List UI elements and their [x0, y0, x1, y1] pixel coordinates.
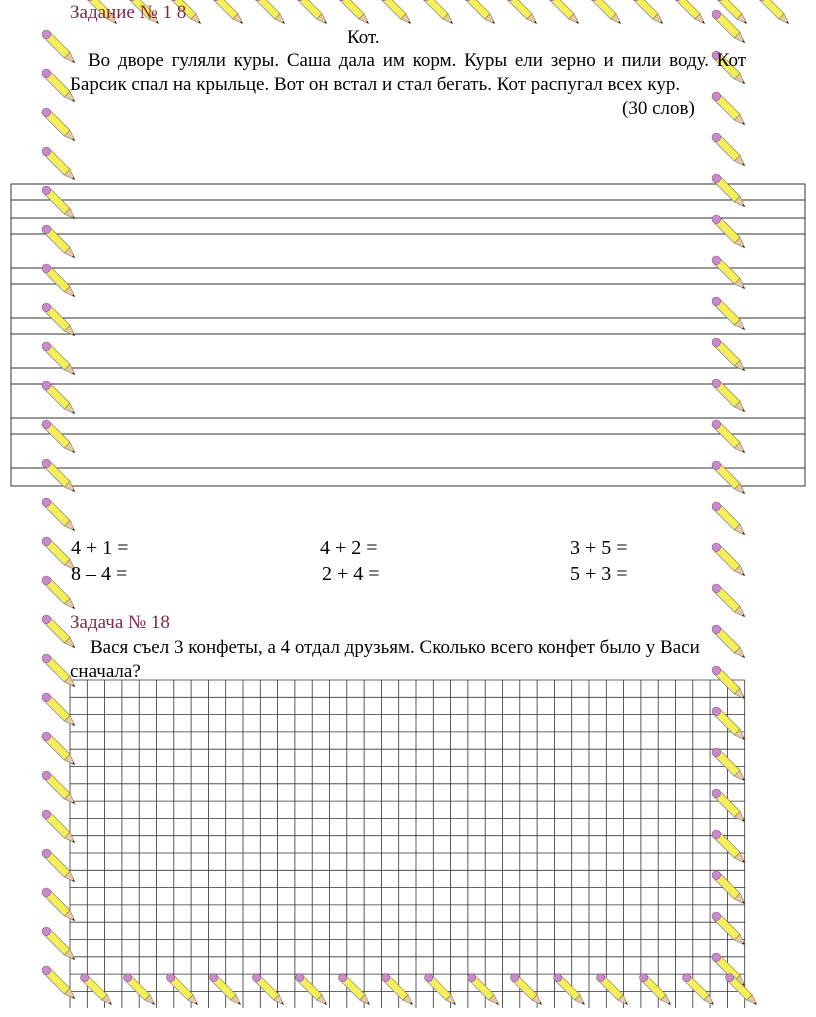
pencil-icon [42, 186, 75, 219]
pencil-icon [338, 0, 369, 24]
pencil-icon [425, 974, 456, 1005]
pencil-icon [511, 974, 542, 1005]
word-count: (30 слов) [622, 98, 695, 119]
pencil-icon [712, 789, 745, 822]
pencil-icon [597, 974, 628, 1005]
pencil-icon [712, 830, 745, 863]
pencil-icon [632, 0, 663, 24]
pencil-icon [758, 0, 789, 24]
pencil-icon [712, 297, 745, 330]
pencil-icon [42, 927, 75, 960]
pencil-icon [590, 0, 621, 24]
pencil-icon [42, 264, 75, 297]
pencil-icon [712, 748, 745, 781]
pencil-icon [712, 133, 745, 166]
story-text [70, 49, 746, 97]
pencil-icon [254, 0, 285, 24]
pencil-icon [712, 420, 745, 453]
pencil-icon [42, 498, 75, 531]
pencil-icon [712, 871, 745, 904]
pencil-icon [339, 974, 370, 1005]
pencil-icon [640, 974, 671, 1005]
pencil-icon [468, 974, 499, 1005]
example: 2 + 4 = [322, 563, 380, 585]
pencil-icon [712, 215, 745, 248]
pencil-icon [42, 420, 75, 453]
pencil-icon [42, 459, 75, 492]
pencil-icon [506, 0, 537, 24]
example: 8 – 4 = [71, 563, 128, 585]
pencil-icon [42, 576, 75, 609]
pencil-icon [712, 707, 745, 740]
pencil-icon [554, 974, 585, 1005]
pencil-icon [548, 0, 579, 24]
pencil-icon [296, 974, 327, 1005]
pencil-icon [42, 771, 75, 804]
pencil-icon [124, 974, 155, 1005]
story-title: Кот. [347, 27, 380, 48]
pencil-icon [42, 147, 75, 180]
pencil-icon [42, 303, 75, 336]
pencil-icon [422, 0, 453, 24]
pencil-icon [712, 256, 745, 289]
pencil-icon [674, 0, 705, 24]
pencil-icon [382, 974, 413, 1005]
example: 4 + 1 = [71, 537, 129, 559]
pencil-icon [464, 0, 495, 24]
pencil-icon [42, 225, 75, 258]
pencil-icon [712, 174, 745, 207]
pencil-icon [42, 693, 75, 726]
pencil-icon [380, 0, 411, 24]
pencil-icon [42, 810, 75, 843]
pencil-icon [42, 537, 75, 570]
pencil-icon [42, 381, 75, 414]
pencil-icon [253, 974, 284, 1005]
pencil-icon [42, 108, 75, 141]
example: 5 + 3 = [570, 563, 628, 585]
pencil-icon [42, 342, 75, 375]
problem-text: Вася съел 3 конфеты, а 4 отдал друзьям. Сколько всего конфет было у Васи сначала? [70, 637, 700, 682]
pencil-icon [42, 849, 75, 882]
pencil-icon [712, 502, 745, 535]
pencil-icon [81, 974, 112, 1005]
pencil-icon [42, 888, 75, 921]
pencil-icon [712, 584, 745, 617]
pencil-icon [212, 0, 243, 24]
task-title: Задание № 1 8 [70, 2, 187, 23]
pencil-icon [683, 974, 714, 1005]
pencil-icon [712, 338, 745, 371]
pencil-icon [167, 974, 198, 1005]
pencil-icon [712, 912, 745, 945]
story-body: Во дворе гуляли куры. Саша дала им корм. Куры ели зерно и пили воду. Кот Барсик спал на крыльце. Вот он встал и стал бегать. Кот распугал всех кур. [70, 50, 746, 95]
pencil-icon [712, 543, 745, 576]
example: 4 + 2 = [320, 537, 378, 559]
pencil-icon [712, 461, 745, 494]
problem-title: Задача № 18 [70, 612, 170, 633]
pencil-icon [42, 732, 75, 765]
pencil-icon [296, 0, 327, 24]
pencil-icon [210, 974, 241, 1005]
pencil-icon [712, 379, 745, 412]
pencil-icon [42, 966, 75, 999]
example: 3 + 5 = [570, 537, 628, 559]
